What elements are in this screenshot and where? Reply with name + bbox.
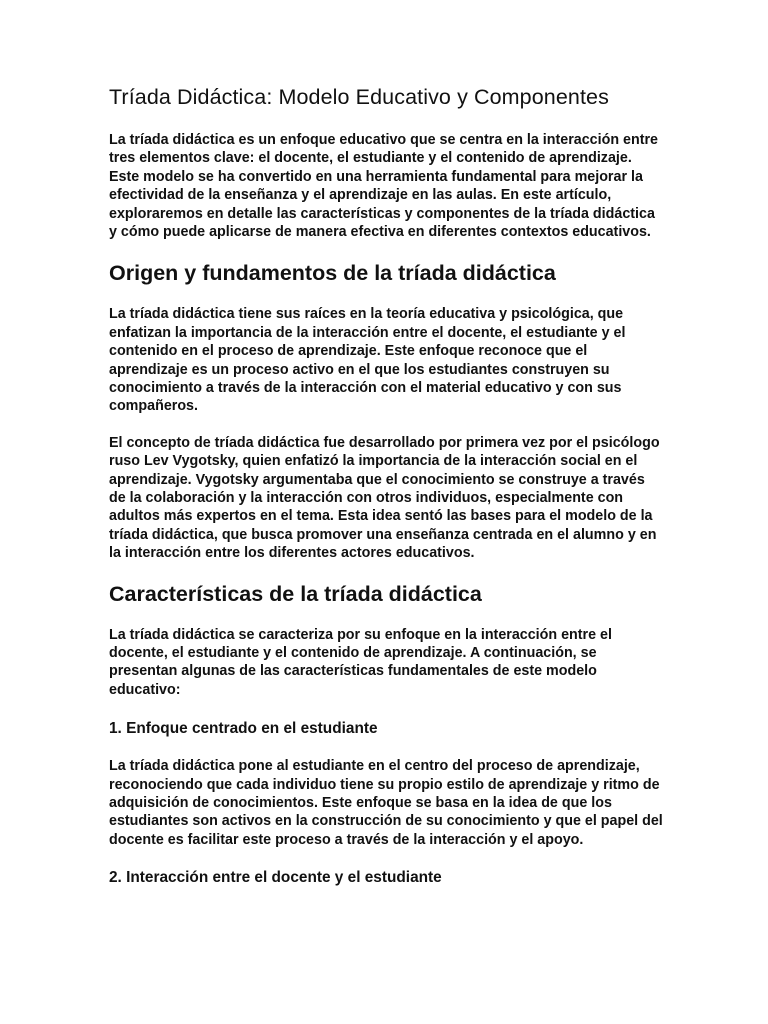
subheading-interaccion-docente-estudiante: 2. Interacción entre el docente y el estudiante	[109, 869, 442, 887]
section-heading-origen: Origen y fundamentos de la tríada didáctica	[109, 261, 556, 286]
caracteristicas-paragraph-1: La tríada didáctica se caracteriza por su enfoque en la interacción entre el docente, el estudiante y el contenido de aprendizaje. A continuación, se presentan algunas de las características fundamentales de este modelo educativo:	[109, 626, 612, 698]
section-heading-caracteristicas: Características de la tríada didáctica	[109, 581, 482, 606]
enfoque-paragraph-1: La tríada didáctica pone al estudiante en el centro del proceso de aprendizaje, reconociendo que cada individuo tiene su propio estilo de aprendizaje y ritmo de adquisición de conocimientos. Este enfoque se basa en la idea de que los estudiantes son activos en la construcción de su conocimiento y que el papel del docente es facilitar este proceso a través de la interacción y el apoyo.	[109, 758, 663, 848]
document-page	[109, 84, 664, 888]
intro-paragraph: La tríada didáctica es un enfoque educativo que se centra en la interacción entre tres elementos clave: el docente, el estudiante y el contenido de aprendizaje. Este modelo se ha convertido en una herramienta fundamental para mejorar la efectividad de la enseñanza y el aprendizaje en las aulas. En este artículo, exploraremos en detalle las características y componentes de la tríada didáctica y cómo puede aplicarse de manera efectiva en diferentes contextos educativos.	[109, 131, 659, 240]
origen-paragraph-1: La tríada didáctica tiene sus raíces en la teoría educativa y psicológica, que enfatizan la importancia de la interacción entre el docente, el estudiante y el contenido en el proceso de aprendizaje. Este enfoque reconoce que el aprendizaje es un proceso activo en el que los estudiantes construyen su conocimiento a través de la interacción con el material educativo y con sus compañeros.	[109, 306, 626, 415]
origen-paragraph-2: El concepto de tríada didáctica fue desarrollado por primera vez por el psicólogo ruso Lev Vygotsky, quien enfatizó la importancia de la interacción social en el aprendizaje. Vygotsky argumentaba que el conocimiento se construye a través de la colaboración y la interacción con otros individuos, especialmente con adultos más expertos en el tema. Esta idea sentó las bases para el modelo de la tríada didáctica, que busca promover una enseñanza centrada en el alumno y en la interacción entre los diferentes actores educativos.	[109, 434, 660, 562]
document-title: Tríada Didáctica: Modelo Educativo y Componentes	[109, 85, 609, 109]
subheading-enfoque-estudiante: 1. Enfoque centrado en el estudiante	[109, 720, 378, 738]
